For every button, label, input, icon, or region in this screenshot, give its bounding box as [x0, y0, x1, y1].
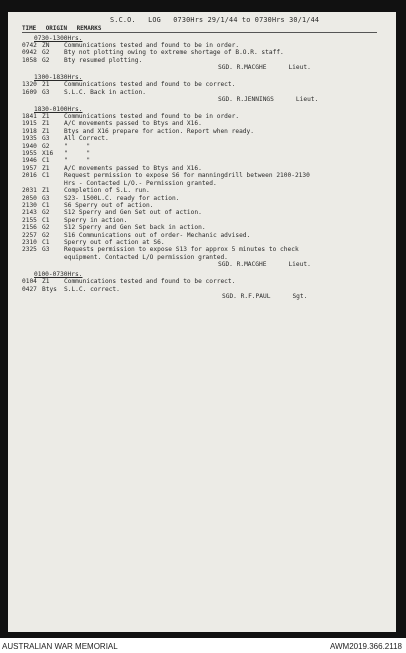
signature-line [218, 261, 384, 269]
unit-label: S.C.O. [110, 16, 136, 24]
entry-remarks: Btys and X16 prepare for action. Report when ready. [64, 127, 254, 135]
entry-remarks: Bty resumed plotting. [64, 56, 143, 64]
entry-origin: Z1 [42, 120, 50, 128]
entry-remarks: Sperry out of action at S6. [64, 238, 165, 246]
log-section [22, 106, 384, 269]
log-entry [22, 120, 384, 127]
entry-remarks: " " [64, 150, 91, 158]
entry-time: 2310 [22, 238, 37, 246]
entry-time: 2325 [22, 246, 37, 254]
entry-origin: C1 [42, 216, 50, 224]
log-entry [22, 81, 384, 88]
log-entry [22, 180, 384, 187]
entry-remarks: equipment. Contacted L/O permission granted. [64, 253, 228, 261]
accession-number: AWM2019.366.2118 [329, 642, 402, 651]
signature-rank: Lieut. [288, 64, 311, 72]
entry-remarks: Bty not plotting owing to extreme shortage of B.O.R. staff. [64, 49, 284, 57]
log-document [22, 16, 384, 301]
entry-time: 1915 [22, 120, 37, 128]
log-section [22, 35, 384, 72]
log-entry [22, 209, 384, 216]
log-entry [22, 150, 384, 157]
signature-rank: Sgt. [292, 292, 308, 300]
signature-line [222, 293, 384, 301]
signature-name: SGD. R.MACGHE [218, 64, 267, 72]
entry-origin: C1 [42, 172, 50, 180]
entry-remarks: S.L.C. Back in action. [64, 88, 146, 96]
entry-remarks: Communications tested and found to be in order. [64, 113, 240, 121]
entry-origin: G3 [42, 88, 50, 96]
log-entry [22, 143, 384, 150]
entry-origin: C1 [42, 201, 50, 209]
period-label: 0730Hrs 29/1/44 to 0730Hrs 30/1/44 [173, 16, 320, 24]
log-entry [22, 135, 384, 142]
entry-origin: G2 [42, 56, 50, 64]
entry-origin: Z1 [42, 127, 50, 135]
entry-time: 0742 [22, 42, 37, 49]
log-entry [22, 246, 384, 253]
entry-remarks: S12 Sperry and Gen Set out of action. [64, 209, 202, 217]
entry-origin: G2 [42, 231, 50, 239]
entry-time: 2050 [22, 194, 37, 202]
log-sections [22, 35, 384, 301]
entry-origin [38, 254, 64, 261]
log-entry [22, 202, 384, 209]
signature-line [218, 96, 384, 104]
log-entry [22, 49, 384, 56]
log-entry [22, 187, 384, 194]
entry-origin: G3 [42, 246, 50, 254]
entry-remarks: A/C movements passed to Btys and X16. [64, 164, 202, 172]
entry-origin: C1 [42, 157, 50, 165]
entry-time: 2156 [22, 224, 37, 232]
log-entry [22, 217, 384, 224]
signature-name: SGD. R.JENNINGS [218, 96, 274, 104]
entry-time: 0427 [22, 285, 37, 293]
entry-remarks: Hrs - Contacted L/O.- Permission granted. [64, 179, 217, 187]
entry-time: 1609 [22, 88, 37, 96]
section-title: 1830-0100Hrs. [34, 106, 83, 114]
caption-bar [0, 639, 406, 653]
log-entry [22, 157, 384, 164]
institution-label: AUSTRALIAN WAR MEMORIAL [2, 642, 118, 651]
entry-remarks: S23- 1500L.C. ready for action. [64, 194, 180, 202]
entry-origin: G2 [42, 142, 50, 150]
entry-origin: 21 [42, 81, 50, 89]
entry-remarks: Completion of S.L. run. [64, 187, 150, 195]
log-title [110, 16, 384, 24]
log-entry [22, 224, 384, 231]
log-section [22, 74, 384, 104]
entry-remarks: S12 Sperry and Gen Set back in action. [64, 224, 206, 232]
entry-origin: Btys [42, 285, 57, 293]
entry-time: 0942 [22, 49, 37, 57]
log-entry [22, 239, 384, 246]
entry-time: 1955 [22, 150, 37, 158]
entry-origin: Z1 [42, 113, 50, 121]
entry-origin: C1 [42, 238, 50, 246]
entry-remarks: Sperry in action. [64, 216, 128, 224]
entry-remarks: Communications tested and found to be in order. [64, 42, 240, 49]
section-title: 0100-0730Hrs. [34, 271, 83, 279]
entry-origin [38, 180, 64, 187]
log-entry [22, 89, 384, 96]
log-entry [22, 113, 384, 120]
log-entry [22, 42, 384, 49]
log-entry [22, 278, 384, 285]
entry-time: 1946 [22, 157, 37, 165]
entry-origin: Z1 [42, 278, 50, 286]
entry-remarks: Requests permission to expose S13 for approx 5 minutes to check [64, 246, 299, 254]
col-origin: ORIGIN [45, 26, 68, 32]
entry-time: 2130 [22, 201, 37, 209]
entry-time: 2257 [22, 231, 37, 239]
entry-time: 2143 [22, 209, 37, 217]
log-entry [22, 128, 384, 135]
entry-remarks: All Correct. [64, 135, 109, 143]
col-time: TIME [22, 26, 37, 32]
entry-origin: G3 [42, 194, 50, 202]
entry-time: 2016 [22, 172, 37, 180]
log-entry [22, 254, 384, 261]
entry-remarks: S16 Communications out of order- Mechanic advised. [64, 231, 251, 239]
entry-time [22, 254, 38, 261]
entry-origin: G3 [42, 135, 50, 143]
entry-time: 1841 [22, 113, 37, 121]
entry-time: 1320 [22, 81, 37, 89]
log-entry [22, 195, 384, 202]
entry-remarks: " " [64, 142, 91, 150]
entry-remarks: Communications tested and found to be correct. [64, 278, 236, 286]
signature-rank: Lieut. [295, 96, 319, 104]
entry-origin: X16 [42, 150, 54, 158]
log-section [22, 271, 384, 301]
log-label: LOG [148, 16, 161, 24]
log-entry [22, 172, 384, 179]
entry-origin: G2 [42, 49, 50, 57]
log-entry [22, 286, 384, 293]
entry-origin: Z1 [42, 187, 50, 195]
log-entry [22, 57, 384, 64]
signature-name: SGD. R.F.PAUL [222, 292, 271, 300]
signature-line [218, 64, 384, 72]
entry-time: 1935 [22, 135, 37, 143]
log-entry [22, 232, 384, 239]
entry-time [22, 180, 38, 187]
signature-rank: Lieut. [288, 261, 311, 269]
section-title: 0730-1300Hrs. [34, 35, 83, 42]
entry-remarks: Communications tested and found to be correct. [64, 81, 236, 89]
entry-remarks: A/C movements passed to Btys and X16. [64, 120, 202, 128]
entry-remarks: " " [64, 157, 91, 165]
section-title: 1300-1830Hrs. [34, 74, 83, 82]
entry-time: 2031 [22, 187, 37, 195]
entry-time: 1940 [22, 142, 37, 150]
entry-time: 0104 [22, 278, 37, 286]
entry-time: 1957 [22, 164, 37, 172]
entry-origin: G2 [42, 224, 50, 232]
signature-name: SGD. R.MACGHE [218, 261, 267, 269]
col-remarks: REMARKS [76, 26, 102, 32]
entry-time: 1058 [22, 56, 37, 64]
entry-remarks: S.L.C. correct. [64, 285, 120, 293]
entry-origin: Z1 [42, 164, 50, 172]
entry-time: 1918 [22, 127, 37, 135]
log-sheet [8, 12, 396, 632]
entry-origin: G2 [42, 209, 50, 217]
entry-remarks: S6 Sperry out of action. [64, 201, 154, 209]
column-header [22, 26, 377, 33]
entry-origin: ZN [42, 42, 50, 49]
entry-remarks: Request permission to expose S6 for manningdrill between 2100-2130 [64, 172, 310, 180]
log-entry [22, 165, 384, 172]
entry-time: 2155 [22, 216, 37, 224]
